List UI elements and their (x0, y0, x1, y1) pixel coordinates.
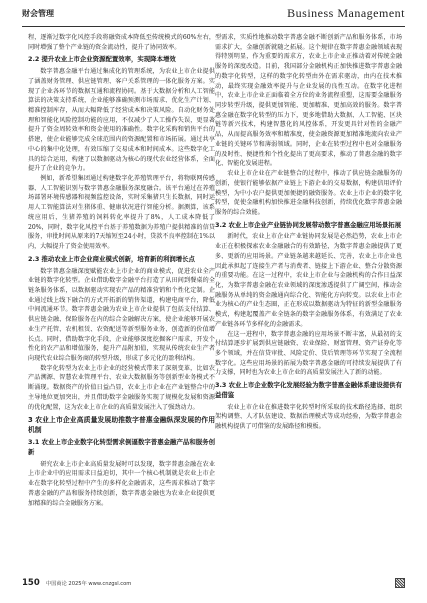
body-paragraph: 农业上市企业在推进数字化转型时所采取的技术路径选择、组织架构调整、人才队伍建设、数据治理模式等成功经验，为数字普惠金融机构提供了可借鉴的发展路径和模板。 (215, 403, 402, 430)
qr-code-icon (395, 578, 405, 588)
body-paragraph: 程，逐渐过数字化风控手段将融资成本降低至传统模式的60%左右，同时增强了整个产业链的资金流动性，提升了协同效率。 (28, 34, 215, 51)
page-header (22, 6, 405, 27)
body-paragraph: 新时代，农业上市企业产业链协同发展是必然趋势，农业上市企业正在积极探索农业金融融合的有效路径，为数字普惠金融提供了更多、更新的应用场景。产业链条越来越延长、完善，农业上市企业也因此承担起了连接生产者与消费者、链接上下游企业、整合分散资源的重要功能。在这一过程中，农业上市企业与金融机构的合作日益深化，为数字普惠金融在农业领域的深度渗透提供了广阔空间，推动金融服务从单纯的资金融通向综合化、智能化方向转变。以农业上市企业为核心的产业生态圈，正在形成以数据驱动为特征的新型金融服务模式，构建起覆盖产业全链条的数字金融服务体系，有效满足了农业产业链各环节多样化的金融需求。 (215, 233, 402, 328)
right-text-column (215, 33, 402, 432)
section-heading: 3.3 农业上市企业数字化发展经验为数字普惠金融体系建设提供有益借鉴 (215, 381, 402, 399)
body-paragraph: 数字普惠金融深度赋能农业上市企业的商业模式，促进农业全产业链的数字化转型。企业借助数字金融平台打造了从田间到餐桌的全链条服务体系，以数据驱动实现农产品的精准营销和个性化定制。企业通过线上线下融合的方式开拓新的销售渠道，构建电商平台，降低中间流通环节。数字普惠金融为农业上市企业提供了包括支付结算、供应链金融、保险服务在内的综合金融解决方案，使企业能够开展农业生产托管、农机租赁、农资配送等新型服务业务，创造新的价值增长点。同时，借助数字化手段，企业能够深度挖掘客户需求，开发个性化的农产品和增值服务，提升产品附加值，实现从传统农业生产者向现代农业综合服务商的转型升级，形成了多元化的盈利结构。 (28, 267, 215, 362)
body-paragraph: 型需求，实质性地推动数字普惠金融不断创新产品和服务体系，市场需求扩大，金融创新就随之拓展。这个规律在数字普惠金融领域表现得特别明显，作为重要的需求方，农业上市企业正推动着对传统金融服务的深度改造。目前，我国部分金融机构正加快推进数字普惠金融的数字化转型，这样的数字化转型由外在需求驱动，由内在技术推动，最终实现金融效率提升与企业发展的良性互动。在数字化进程中，农业上市企业正面临着全方位的业务流程重塑，这需要金融服务同步转型升级，提供更加智能、更加精准、更加高效的服务。数字普惠金融在数字化转型的压力下，更多地借助大数据、人工智能、区块链等新兴技术，构建智慧化的风控体系，开发更具针对性的金融产品，从而提高服务效率和精准度，使金融资源更加精准地流向农业产业链的关键环节和薄弱领域。同时，企业在转型过程中也对金融服务的及时性、便捷性和个性化提出了更高要求，推动了普惠金融的数字化、智能化发展进程。 (215, 34, 402, 168)
journal-info: 中国商论 2025年 www.cnzgsl.com (46, 581, 132, 587)
header-section-title: Business Management (287, 6, 405, 20)
body-paragraph: 研究农业上市企业高质量发展时可以发现，数字普惠金融在农业上市企业中的应用需求日益迫切，其中一个核心机制就是农业上市企业在数字化转型过程中产生的多样化金融需求，这些需求推动了数字普惠金融的产品和服务持续创新，数字普惠金融也为农业企业提供更加精准的综合金融服务方案。 (28, 460, 215, 507)
section-heading: 2.3 推动农业上市企业商业模式创新，培育新的利润增长点 (28, 254, 195, 263)
page-number: 150 (22, 578, 40, 588)
section-heading: 3.2 农业上市企业产业链协同发展带动数字普惠金融应用场景拓展 (215, 220, 402, 229)
section-heading: 3 农业上市企业高质量发展助推数字普惠金融纵深发展的作用机制 (28, 416, 215, 435)
body-paragraph: 数字普惠金融平台通过集成化的管理系统，为农业上市企业提供了涵盖财务管理、供应链管理、客户关系管理的一体化服务方案。实现了企业各环节的数据互通和流程协同。基于大数据分析和人工智能算法的决策支持系统，企业能够准确预测市场需求、优化生产计划、精准控制库存，从而大幅降低了经营成本和决策风险。自动化财务处理和智能化风险控制功能的应用，不仅减少了人工操作失误，更显著提升了资金周转效率和资金使用的准确性。数字化采购和销售平台的搭建，使企业能够完成全球范围内的资源配置和市场拓展。通过共享中心的集中化处理，有效压缩了交易成本和时间成本。这些数字化工具的综合运用，构建了以数据驱动为核心的现代农业经营体系，全面提升了企业的竞争力。 (28, 68, 215, 173)
page-footer (22, 578, 405, 592)
body-paragraph: 农业上市企业在产业链整合的过程中，推动了供应链金融服务的创新，使银行能够依据产业链上下游企业的交易数据，构建信用评价模型，为中小农户提供更加便捷的融资服务。农业上市企业的数字化转型，促使金融机构加快推进金融科技创新，持续优化数字普惠金融服务的综合效能。 (215, 170, 402, 216)
left-text-column (28, 33, 215, 508)
section-heading: 3.1 农业上市企业数字化转型需求倒逼数字普惠金融产品和服务创新 (28, 438, 215, 456)
body-paragraph: 例如，新希望集团通过构建数字化养殖管理平台，将物联网传感器、人工智能识别与数字普惠金融服务深度融合。该平台通过在养殖场部署环境传感器和视频监控设备，实时采集猪只生长数据，同时运用人工智能算法对生猪体重、健康状况进行智能分析。据测算，该系统应用后，生猪养殖的饲料转化率提升了8%，人工成本降低了20%，同时，数字化风控平台基于养殖数据为养殖户提供精准的信贷服务，审批时间从原来的7天缩短至24小时，贷款不良率控制在1%以内，大幅提升了资金使用效率。 (28, 175, 215, 251)
header-section-label: 财会管理 (22, 9, 54, 18)
section-heading: 2.2 提升农业上市企业资源配置效率，实现降本增效 (28, 55, 176, 64)
body-paragraph: 数字化转型为农业上市企业的经营模式带来了深刻变革，比如农产品溯源、智慧农业管理平台、农业大数据服务等创新型业务模式不断涌现。数据资产的价值日益凸显，农业上市企业在产业链整合中的主导地位更加突出，并且借助数字金融服务实现了规模化发展和资源的优化配置，这为农业上市企业的高质量发展注入了强劲动力。 (28, 364, 215, 411)
body-paragraph: 在这一进程中，数字普惠金融的应用场景不断丰富，从最初的支付结算逐步扩展到供应链融资、农业保险、财富管理、资产证券化等多个领域，并在信贷审批、风险定价、贷后管理等环节实现了全流程数字化。这些应用场景的拓展为数字普惠金融的可持续发展提供了有力支撑，同时也为农业上市企业的高质量发展注入了新的动能。 (215, 330, 402, 377)
